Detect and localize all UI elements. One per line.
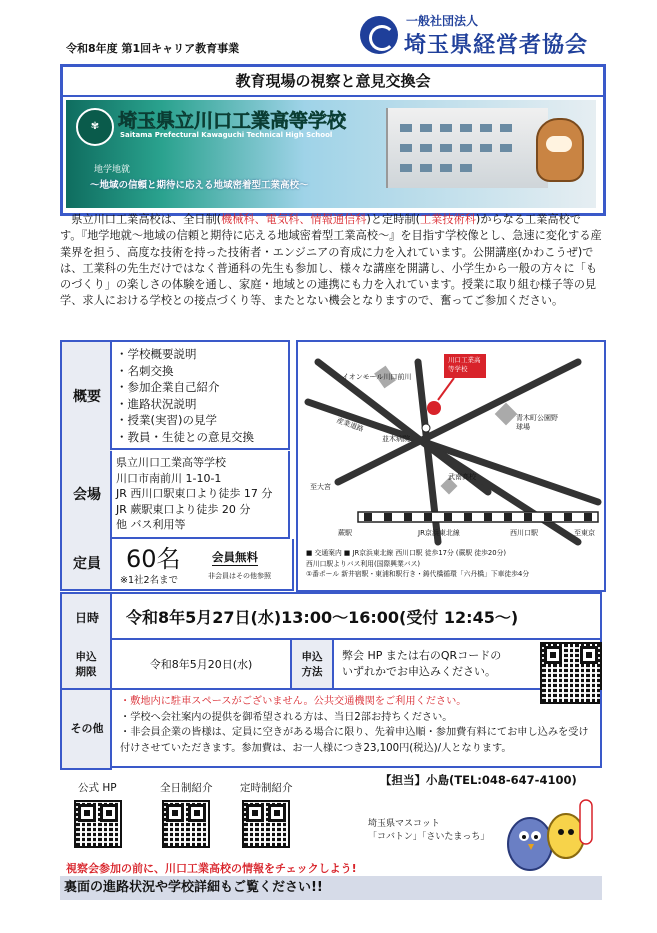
- legend-line: ①番ポール 新井宿駅・東浦和駅行き・鋳代橋循環「六丹橋」下車徒歩4分: [306, 570, 530, 578]
- intro-text: 県立川口工業高校は、全日制(: [71, 213, 221, 226]
- legend-line: ■ 交通案内 ■ JR京浜東北線 西川口駅 徒歩17分 (蕨駅 徒歩20分): [306, 549, 507, 557]
- capacity-label: 定員: [60, 539, 112, 591]
- method-label-line: 申込: [301, 651, 323, 663]
- contact-info: 【担当】小島(TEL:048-647-4100): [380, 773, 577, 787]
- tokyo-direction-label: 至東京: [574, 529, 595, 537]
- capacity-note: ※1社2名まで: [120, 575, 179, 586]
- deadline-date: 令和8年5月20日(水): [110, 640, 292, 690]
- venue-line: JR 西川口駅東口より徒歩 17 分: [116, 487, 273, 500]
- organization-name: 埼玉県経営者協会: [404, 33, 589, 58]
- organization-type: 一般社団法人: [406, 14, 479, 28]
- list-item: ・ 進路状況説明: [116, 396, 288, 413]
- notes-list: [110, 690, 602, 768]
- official-hp-qr-code[interactable]: [74, 800, 122, 848]
- list-item: ・ 学校へ会社案内の提供を御希望される方は、当日2部お持ちください。: [120, 710, 594, 726]
- squirrel-mascot-icon: [536, 118, 584, 182]
- school-name-english: Saitama Prefectural Kawaguchi Technical High School: [120, 131, 333, 139]
- map-legend: [306, 548, 602, 580]
- member-free-label: 会員無料: [212, 550, 258, 564]
- intro-text: )からなる工業高校です。『地学地就〜地域の信頼と期待に応える地域密着型工業高校〜』を目指す学校像とし、急速に変化する産業界を担う、高度な技術を持った技術者・エンジニアの育成に力を入れています。公開講座(かわこうぜ)では、工業科の先生だけではなく普通科の先生も参加し、様々な講座を開講し、小学生から一般の方々に「ものづくり」の楽しさの体験を通し、家庭・地域との連携にも力を入れています。授業に取り組む様子等の見学、求人における学校との接点づくり等、またとない機会となりますので、奮ってご参加ください。: [60, 213, 602, 308]
- venue-info: [110, 451, 290, 539]
- fiscal-year-label: 令和8年度 第1回キャリア教育事業: [66, 42, 240, 55]
- slogan-title: 地学地就: [94, 165, 131, 175]
- mascot-caption: [368, 818, 489, 844]
- overview-list: [110, 340, 290, 450]
- warabi-station-label: 蕨駅: [338, 529, 352, 537]
- mascot-caption-line: 「コバトン」「さいたまっち」: [368, 832, 490, 842]
- school-photo: [66, 100, 596, 208]
- official-hp-label: 公式 HP: [78, 782, 117, 794]
- school-name: 埼玉県立川口工業高等学校: [118, 110, 347, 132]
- intro-departments-parttime: 工業技術科: [419, 213, 476, 226]
- venue-line: 県立川口工業高等学校: [116, 456, 226, 469]
- legend-line: 西川口駅よりバス利用(国際興業バス): [306, 559, 421, 568]
- slogan-subtitle: 〜地域の信頼と期待に応える地域密着型工業高校〜: [90, 180, 309, 191]
- overview-label: 概要: [60, 340, 112, 454]
- event-banner: [60, 64, 606, 216]
- organization-logo: [360, 10, 610, 60]
- list-item: ・ 学校概要説明: [116, 346, 288, 363]
- mascot-caption-line: 埼玉県マスコット: [368, 819, 440, 829]
- method-label-line: 方法: [301, 666, 323, 678]
- hospital-marker: [422, 424, 430, 432]
- intro-paragraph: [60, 212, 602, 310]
- venue-line: 他 バス利用等: [116, 518, 186, 531]
- deadline-label-line: 申込: [75, 651, 97, 663]
- school-map-tag: 川口工業高等学校: [448, 356, 481, 373]
- non-member-note: 非会員はその他参照: [208, 572, 271, 580]
- park-marker: [495, 403, 518, 426]
- organization-emblem-icon: [360, 16, 398, 54]
- deadline-label-line: 期限: [75, 666, 97, 678]
- list-item: ・ 非会員企業の皆様は、定員に空きがある場合に限り、先着申込順・参加費有料にてお申し込みを受け付けさせていただきます。参加費は、お一人様につき23,100円(税込)/人となります。: [120, 725, 594, 756]
- list-item: ・ 敷地内に駐車スペースがございません。公共交通機関をご利用ください。: [120, 694, 594, 710]
- access-map: [296, 340, 606, 592]
- omiya-direction-label: 至大宮: [310, 483, 331, 491]
- list-item: ・ 教員・生徒との意見交換: [116, 429, 288, 446]
- hospital-label: 並木病院: [382, 435, 410, 443]
- see-back-page-banner: 裏面の進路状況や学校詳細もご覧ください!!: [60, 876, 602, 900]
- parttime-intro-qr-code[interactable]: [242, 800, 290, 848]
- application-method-label: [292, 640, 334, 690]
- list-item: ・ 参加企業自己紹介: [116, 379, 288, 396]
- event-title: 教育現場の視察と意見交換会: [63, 67, 603, 97]
- check-info-message: 視察会参加の前に、川口工業高校の情報をチェックしよう!: [66, 862, 357, 875]
- parttime-intro-label: 定時制紹介: [240, 782, 293, 794]
- venue-label: 会場: [60, 451, 112, 541]
- datetime-value: 令和8年5月27日(水)13:00〜16:00(受付 12:45〜): [110, 592, 602, 640]
- jr-line-label: JR京浜東北線: [418, 529, 460, 537]
- intro-text: )と定時制(: [366, 213, 420, 226]
- school-emblem-icon: ✾: [76, 108, 114, 146]
- deadline-label: [60, 640, 110, 690]
- method-text-line: 弊会 HP または右のQRコードの: [342, 649, 502, 662]
- railway-line: [358, 512, 598, 522]
- intro-departments-fulltime: 機械科、電気科、情報通信科: [221, 213, 367, 226]
- aeon-label: イオンモール川口前川: [342, 373, 412, 381]
- capacity-number: 60名: [126, 545, 181, 573]
- park-label: 青木町公園野球場: [516, 414, 558, 431]
- capacity-info: [110, 539, 294, 591]
- sangyo-road-label: 産業道路: [335, 416, 365, 434]
- mascot-drawing: [494, 796, 594, 876]
- fulltime-intro-label: 全日制紹介: [160, 782, 213, 794]
- school-building-image: [386, 108, 548, 188]
- list-item: ・ 授業(実習)の見学: [116, 412, 288, 429]
- datetime-label: 日時: [60, 592, 112, 644]
- method-text-line: いずれかでお申込みください。: [342, 665, 496, 678]
- bunan-label: 武南高校: [448, 473, 476, 481]
- mascot-illustration: [494, 796, 594, 876]
- nishikawaguchi-station-label: 西川口駅: [510, 529, 538, 537]
- school-location-marker: [427, 401, 441, 415]
- venue-line: 川口市南前川 1-10-1: [116, 471, 222, 485]
- saitamacchi-icon: [548, 814, 584, 858]
- list-item: ・ 名刺交換: [116, 363, 288, 380]
- notes-label: その他: [60, 690, 112, 770]
- fulltime-intro-qr-code[interactable]: [162, 800, 210, 848]
- venue-line: JR 蕨駅東口より徒歩 20 分: [116, 502, 251, 516]
